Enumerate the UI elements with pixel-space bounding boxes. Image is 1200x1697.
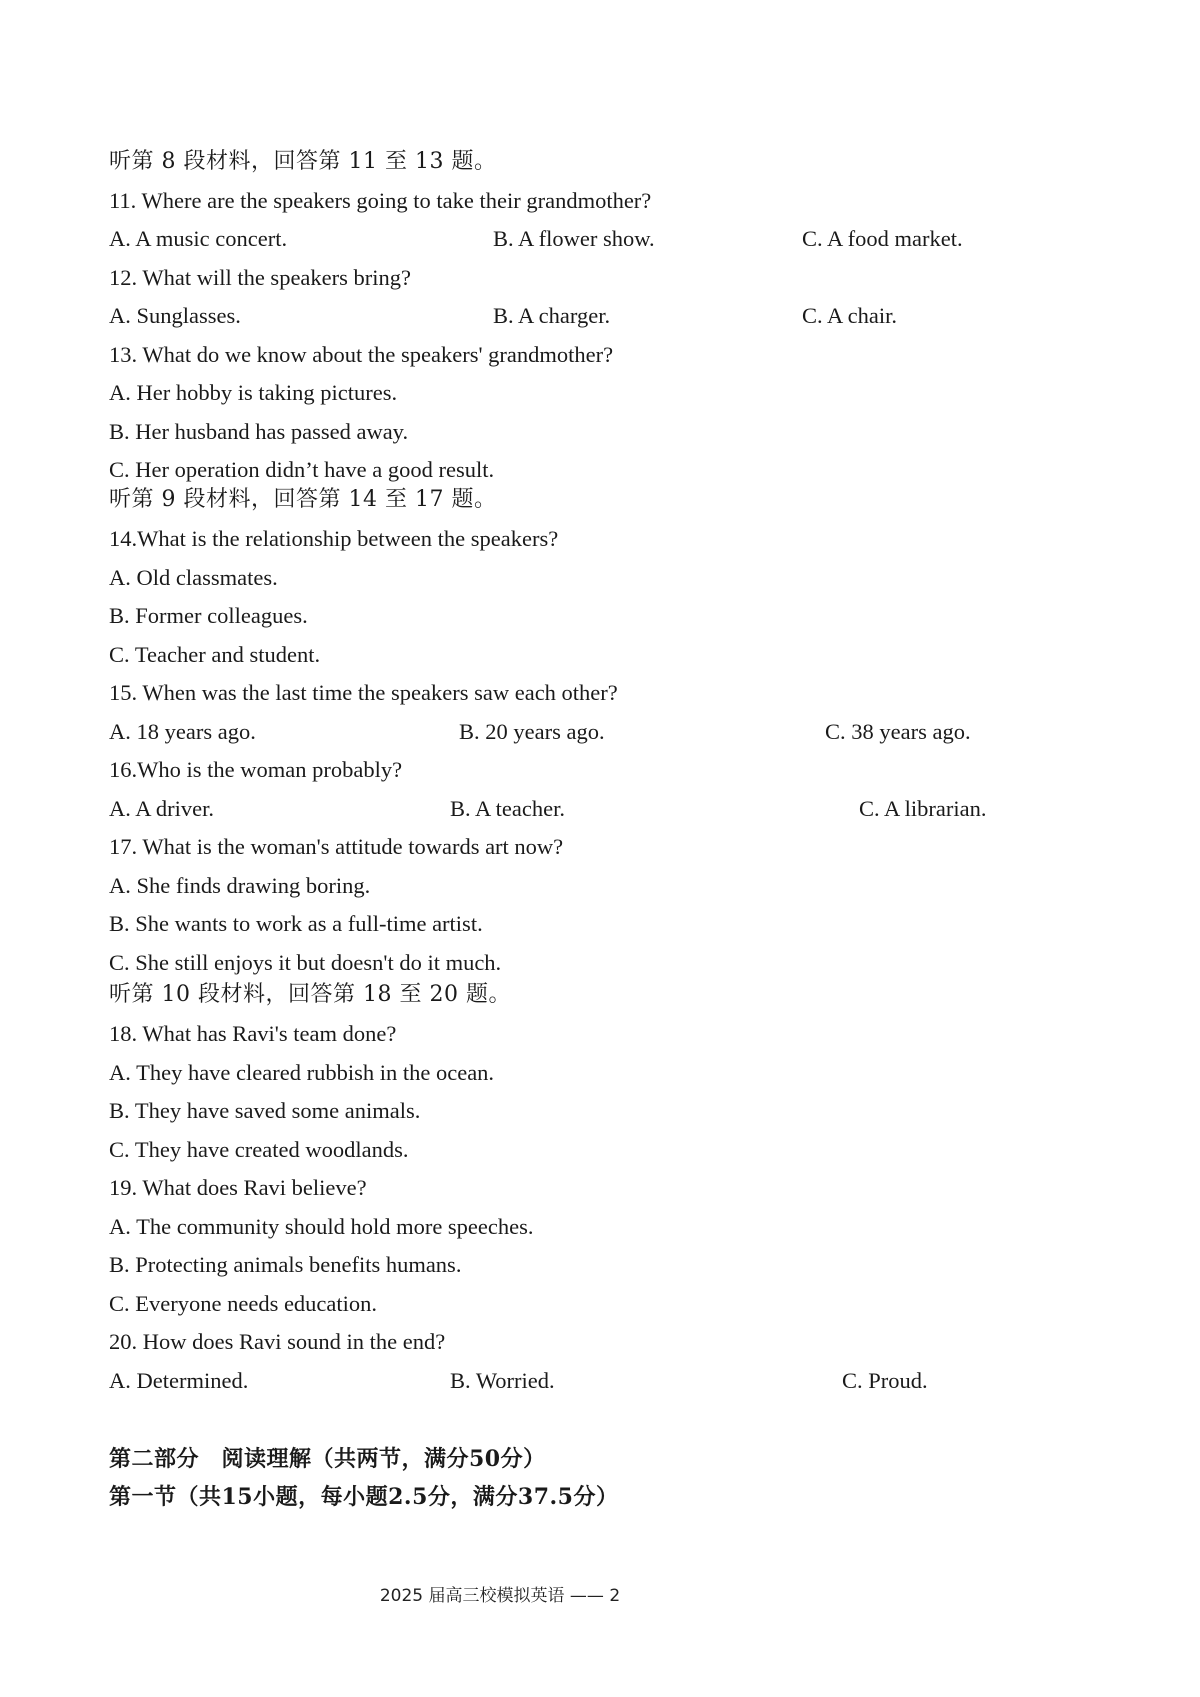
question-19: 19. What does Ravi believe? (109, 1175, 367, 1200)
question-17: 17. What is the woman's attitude towards art now? (109, 834, 564, 859)
q11-option-b: B. A flower show. (493, 226, 655, 251)
question-16: 16.Who is the woman probably? (109, 757, 403, 782)
q19-option-b: B. Protecting animals benefits humans. (109, 1252, 462, 1277)
q12-option-a: A. Sunglasses. (109, 303, 241, 328)
q17-option-c: C. She still enjoys it but doesn't do it much. (109, 950, 502, 975)
q19-option-a: A. The community should hold more speeches. (109, 1214, 534, 1239)
section-10-heading: 听第 10 段材料，回答第 18 至 20 题。 (109, 982, 511, 1007)
q11-option-c: C. A food market. (802, 226, 963, 251)
page-footer: 2025 届高三校模拟英语 —— 2 (379, 1586, 621, 1606)
section-9-heading: 听第 9 段材料，回答第 14 至 17 题。 (109, 487, 497, 512)
q13-option-a: A. Her hobby is taking pictures. (109, 380, 398, 405)
q13-option-c: C. Her operation didn’t have a good result. (109, 457, 495, 482)
q14-option-c: C. Teacher and student. (109, 642, 321, 667)
q14-option-a: A. Old classmates. (109, 565, 278, 590)
question-15: 15. When was the last time the speakers saw each other? (109, 680, 618, 705)
q13-option-b: B. Her husband has passed away. (109, 419, 409, 444)
q12-option-b: B. A charger. (493, 303, 611, 328)
q16-option-a: A. A driver. (109, 796, 214, 821)
question-12: 12. What will the speakers bring? (109, 265, 412, 290)
q12-option-c: C. A chair. (802, 303, 897, 328)
q15-option-b: B. 20 years ago. (459, 719, 605, 744)
part-2-heading: 第二部分 阅读理解（共两节，满分50分） (109, 1446, 546, 1472)
q15-option-a: A. 18 years ago. (109, 719, 256, 744)
section-8-heading: 听第 8 段材料，回答第 11 至 13 题。 (109, 149, 497, 174)
question-20: 20. How does Ravi sound in the end? (109, 1329, 446, 1354)
part-2-section-1-heading: 第一节（共15小题，每小题2.5分，满分37.5分） (109, 1484, 619, 1510)
q18-option-c: C. They have created woodlands. (109, 1137, 409, 1162)
q20-option-c: C. Proud. (842, 1368, 928, 1393)
q18-option-a: A. They have cleared rubbish in the ocean. (109, 1060, 495, 1085)
q20-option-a: A. Determined. (109, 1368, 249, 1393)
question-14: 14.What is the relationship between the speakers? (109, 526, 559, 551)
q18-option-b: B. They have saved some animals. (109, 1098, 421, 1123)
question-18: 18. What has Ravi's team done? (109, 1021, 397, 1046)
q20-option-b: B. Worried. (450, 1368, 555, 1393)
q19-option-c: C. Everyone needs education. (109, 1291, 378, 1316)
question-13: 13. What do we know about the speakers' grandmother? (109, 342, 614, 367)
q14-option-b: B. Former colleagues. (109, 603, 308, 628)
q11-option-a: A. A music concert. (109, 226, 288, 251)
q17-option-a: A. She finds drawing boring. (109, 873, 371, 898)
q15-option-c: C. 38 years ago. (825, 719, 971, 744)
q16-option-c: C. A librarian. (859, 796, 987, 821)
q17-option-b: B. She wants to work as a full-time artist. (109, 911, 483, 936)
q16-option-b: B. A teacher. (450, 796, 565, 821)
question-11: 11. Where are the speakers going to take their grandmother? (109, 188, 652, 213)
